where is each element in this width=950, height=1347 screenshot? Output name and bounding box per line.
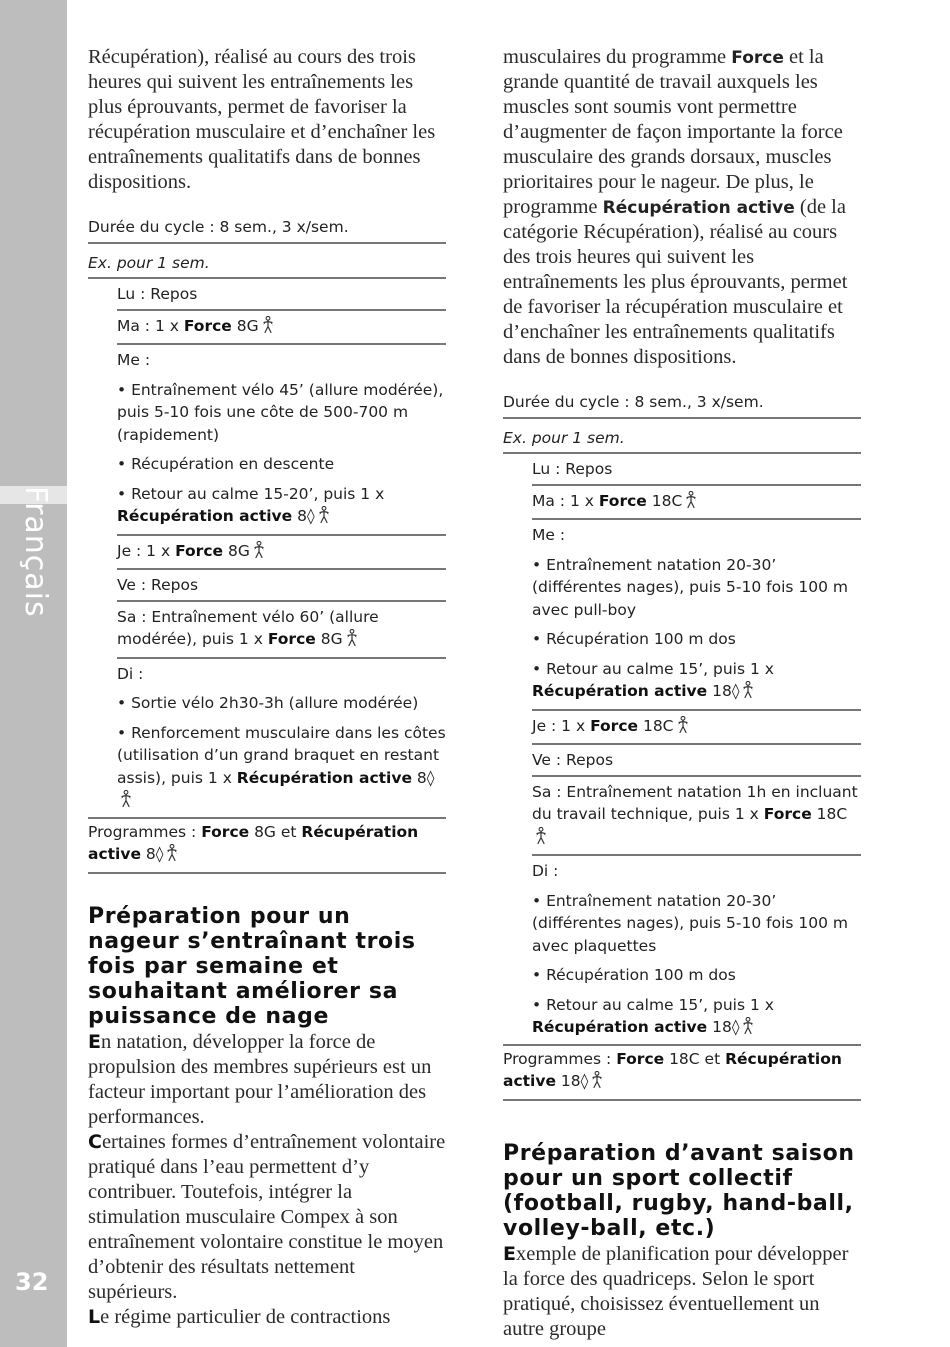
runner-icon xyxy=(590,1071,604,1096)
list-item: • Récupération 100 m dos xyxy=(532,630,736,648)
programmes-line: Programmes : Force 8G et Récupération active 8◊ xyxy=(88,817,446,874)
list-item: • Renforcement musculaire dans les côtes (utilisation d’un grand braquet en restant assis), puis 1 x Récupération active 8◊ xyxy=(117,718,446,817)
list-item: • Retour au calme 15’, puis 1 x Récupération active 18◊ xyxy=(532,654,861,711)
body-paragraph: Exemple de planification pour développer la force des quadriceps. Selon le sport pratiqué, choisissez éventuellement un autre groupe xyxy=(503,1242,849,1340)
programmes-line: Programmes : Force 18C et Récupération active 18◊ xyxy=(503,1044,861,1101)
body-paragraph: Certaines formes d’entraînement volontaire pratiqué dans l’eau permettent d’y contribuer. Toutefois, intégrer la stimulation musculaire Compex à son entraînement volontaire constitue le moyen d’obtenir des résultats nettement supérieurs. xyxy=(88,1130,446,1303)
runner-icon xyxy=(534,827,548,852)
runner-icon xyxy=(741,681,755,706)
list-item: • Entraînement natation 20-30’ (différentes nages), puis 5-10 fois 100 m avec plaquettes xyxy=(532,891,849,955)
day-sunday: Di : xyxy=(117,664,144,683)
example-week: Ex. pour 1 sem. xyxy=(503,427,861,455)
day-tuesday: Ma : 1 x Force 18C xyxy=(532,486,861,521)
body-paragraph: Le régime particulier de contractions xyxy=(88,1305,391,1328)
body-paragraph: En natation, développer la force de propulsion des membres supérieurs est un facteur important pour l’amélioration des performances. xyxy=(88,1030,432,1128)
runner-icon xyxy=(317,506,331,531)
runner-icon xyxy=(252,541,266,566)
intro-paragraph: Récupération), réalisé au cours des trois heures qui suivent les entraînements les plus éprouvants, permet de favoriser la récupération musculaire et d’enchaîner les entraînements qualitatifs dans de bonnes dispositions. xyxy=(88,46,436,193)
intro-paragraph: musculaires du programme Force et la grande quantité de travail auxquels les muscles sont soumis vont permettre d’augmenter de façon importante la force musculaire des grands dorsaux, muscles prioritaires pour le nageur. De plus, le programme Récupération active (de la catégorie Récupération), réalisé au cours des trois heures qui suivent les entraînements les plus éprouvants, permet de favoriser la récupération musculaire et d’enchaîner les entraînements qualitatifs dans de bonnes dispositions. xyxy=(503,46,848,368)
list-item: • Entraînement vélo 45’ (allure modérée), puis 5-10 fois une côte de 500-700 m (rapidement) xyxy=(117,380,444,444)
day-tuesday: Ma : 1 x Force 8G xyxy=(117,311,446,346)
day-monday: Lu : Repos xyxy=(117,279,446,311)
list-item: • Retour au calme 15’, puis 1 x Récupération active 18◊ xyxy=(532,990,861,1044)
day-wednesday: Me : xyxy=(117,351,151,369)
runner-icon xyxy=(676,716,690,741)
section-heading: Préparation d’avant saison pour un sport collectif (football, rugby, hand-ball, volley-ball, etc.) xyxy=(503,1140,855,1241)
day-thursday: Je : 1 x Force 8G xyxy=(117,536,446,571)
day-sunday: Di : xyxy=(532,862,559,880)
runner-icon xyxy=(345,629,359,654)
runner-icon xyxy=(119,790,133,815)
runner-icon xyxy=(741,1017,755,1042)
list-item: • Récupération en descente xyxy=(117,455,335,473)
list-item: • Entraînement natation 20-30’ (différentes nages), puis 5-10 fois 100 m avec pull-boy xyxy=(532,555,849,619)
day-saturday: Sa : Entraînement natation 1h en incluant du travail technique, puis 1 x Force 18C xyxy=(532,777,861,857)
runner-icon xyxy=(684,491,698,516)
left-column xyxy=(88,45,446,1330)
runner-icon xyxy=(165,844,179,869)
day-saturday: Sa : Entraînement vélo 60’ (allure modérée), puis 1 x Force 8G xyxy=(117,602,446,659)
day-wednesday: Me : xyxy=(532,526,566,544)
right-column xyxy=(503,45,861,1342)
day-friday: Ve : Repos xyxy=(117,570,446,602)
day-thursday: Je : 1 x Force 18C xyxy=(532,711,861,746)
list-item: • Récupération 100 m dos xyxy=(532,966,736,984)
list-item: • Sortie vélo 2h30-3h (allure modérée) xyxy=(117,694,419,712)
side-tab xyxy=(0,0,67,1347)
page-number: 32 xyxy=(15,1268,49,1296)
runner-icon xyxy=(261,316,275,341)
day-friday: Ve : Repos xyxy=(532,745,861,777)
example-week: Ex. pour 1 sem. xyxy=(88,252,446,280)
section-heading: Préparation pour un nageur s’entraînant trois fois par semaine et souhaitant améliorer sa puissance de nage xyxy=(88,903,416,1029)
language-label: Français xyxy=(18,486,53,618)
list-item: • Retour au calme 15-20’, puis 1 x Récupération active 8◊ xyxy=(117,479,446,536)
day-monday: Lu : Repos xyxy=(532,454,861,486)
cycle-duration: Durée du cycle : 8 sem., 3 x/sem. xyxy=(503,391,861,419)
cycle-duration: Durée du cycle : 8 sem., 3 x/sem. xyxy=(88,216,446,244)
